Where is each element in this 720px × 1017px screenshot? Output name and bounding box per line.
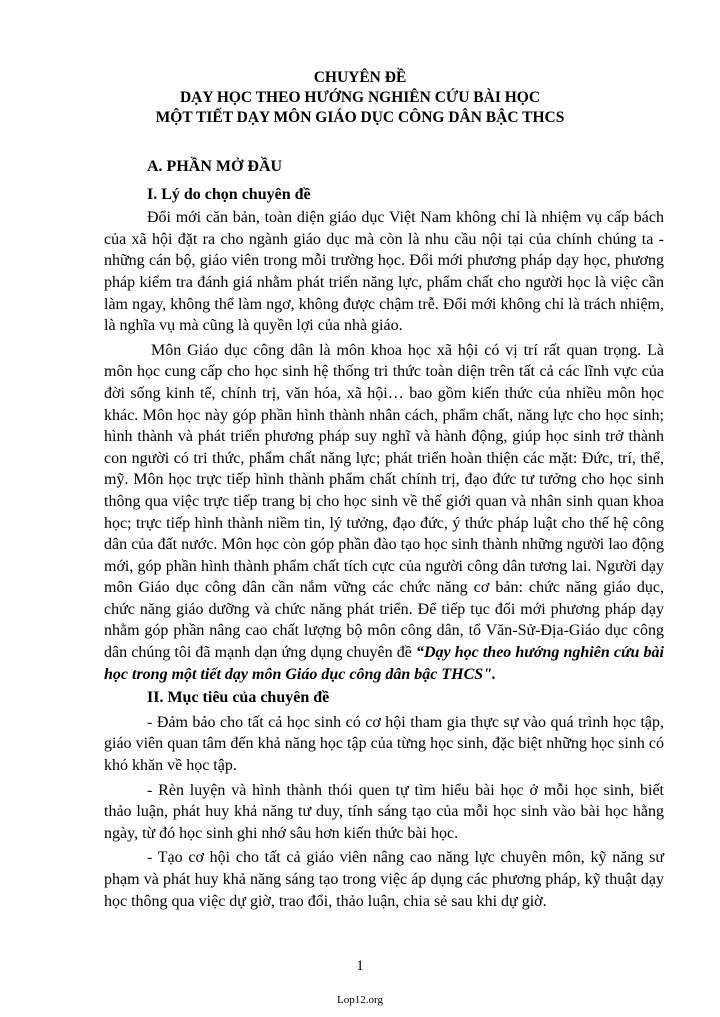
document-title [0,68,720,128]
paragraph-2-text: Môn Giáo dục công dân là môn khoa học xã hội có vị trí rất quan trọng. Là môn học cung cấp cho học sinh hệ thống tri thức toàn diện trên tất cả các lĩnh vực của đời sống kinh tế, chính trị, văn hóa, xã hội… bao gồm kiến thức của nhiều môn học khác. Môn học này góp phần hình thành nhân cách, phẩm chất, năng lực cho học sinh; hình thành và phát triển phương pháp suy nghĩ và hành động, giúp học sinh trở thành con người có tri thức, phẩm chất năng lực; phát triển hoàn thiện các mặt: Đức, trí, thể, mỹ. Môn học trực tiếp hình thành phẩm chất chính trị, đạo đức tư tưởng cho học sinh thông qua việc trực tiếp trang bị cho học sinh về thế giới quan và nhân sinh quan khoa học; trực tiếp hình thành niềm tin, lý tưởng, đạo đức, ý thức pháp luật cho thế hệ công dân của đất nước. Môn học còn góp phần đào tạo học sinh thành những người lao động mới, góp phần hình thành phẩm chất tích cực của người công dân tương lai. Người dạy môn Giáo dục công dân cần nắm vững các chức năng cơ bản: chức năng giáo dục, chức năng giáo dưỡng và chức năng phát triển. Để tiếp tục đổi mới phương pháp dạy nhằm góp phần nâng cao chất lượng bộ môn công dân, tổ Văn-Sử-Địa-Giáo dục công dân chúng tôi đã mạnh dạn ứng dụng chuyên đề [104,341,664,662]
title-line-3: MỘT TIẾT DẠY MÔN GIÁO DỤC CÔNG DÂN BẬC THCS [155,109,565,126]
section-a-heading: A. PHẦN MỞ ĐẦU [147,158,283,175]
footer-text: Lop12.org [337,994,383,1006]
paragraph-2 [104,340,664,686]
title-line-1: CHUYÊN ĐỀ [313,69,407,86]
goal-item-2: - Rèn luyện và hình thành thói quen tự tìm hiểu bài học ở mỗi học sinh, biết thảo luận, phát huy khả năng tư duy, tính sáng tạo của mỗi học sinh vào bài học hằng ngày, từ đó học sinh ghi nhớ sâu hơn kiến thức bài học. [104,781,664,842]
paragraph-1: Đổi mới căn bản, toàn diện giáo dục Việt Nam không chỉ là nhiệm vụ cấp bách của xã hội đặt ra cho ngành giáo dục mà còn là nhu cầu nội tại của chính chúng ta - những cán bộ, giáo viên trong mỗi trường học. Đổi mới phương pháp dạy học, phương pháp kiểm tra đánh giá nhằm phát triển năng lực, phẩm chất cho người học là việc cần làm ngay, không thể làm ngơ, không được chậm trễ. Đổi mới không chỉ là trách nhiệm, là nghĩa vụ mà cũng là quyền lợi của nhà giáo. [104,209,664,335]
goal-item-1: - Đảm bảo cho tất cả học sinh có cơ hội tham gia thực sự vào quá trình học tập, giáo viên quan tâm đến khả năng học tập của từng học sinh, đặc biệt những học sinh có khó khăn về học tập. [104,713,664,775]
section-i-heading: I. Lý do chọn chuyên đề [147,185,311,203]
paragraph-2-emphasis: “Dạy học theo hướng nghiên cứu bài học trong một tiết dạy môn Giáo dục công dân bậc THCS". [104,644,664,683]
page-number: 1 [356,958,364,974]
section-ii-heading: II. Mục tiêu của chuyên đề [147,689,330,707]
title-line-2: DẠY HỌC THEO HƯỚNG NGHIÊN CỨU BÀI HỌC [179,89,541,106]
document-body [104,156,664,912]
goal-item-3: - Tạo cơ hội cho tất cả giáo viên nâng cao năng lực chuyên môn, kỹ năng sư phạm và phát huy khả năng sáng tạo trong việc áp dụng các phương pháp, kỹ thuật dạy học thông qua việc dự giờ, trao đổi, thảo luận, chia sẻ sau khi dự giờ. [104,849,664,910]
